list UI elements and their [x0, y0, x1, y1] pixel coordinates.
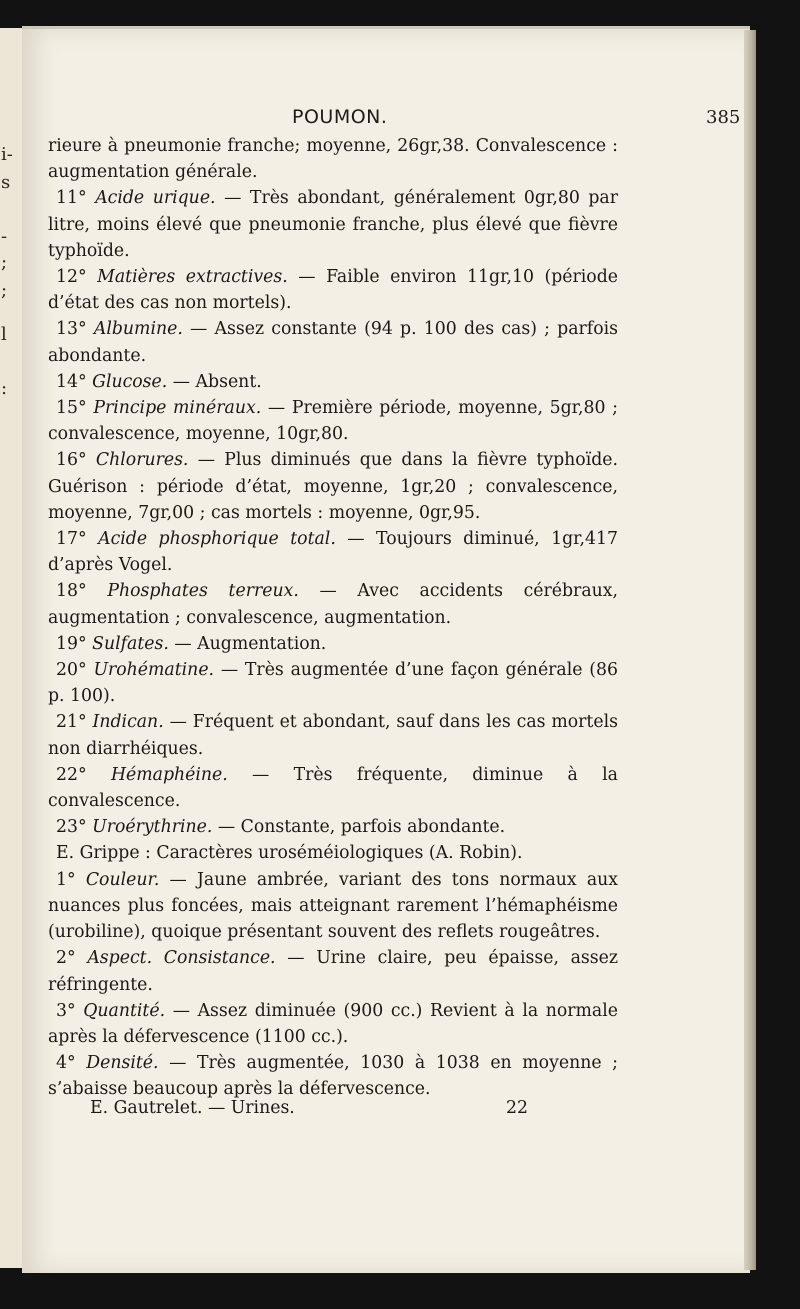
previous-page-fragment: : [1, 378, 8, 399]
paragraph [48, 945, 618, 997]
paragraph-text: — Fréquent et abondant, sauf dans les cas mortels non diarrhéiques. [48, 712, 618, 759]
body-text [48, 133, 618, 1103]
paragraph [48, 1050, 618, 1102]
paragraph-text: — Avec accidents cérébraux, augmentation ; convalescence, augmentation. [48, 581, 618, 628]
previous-page-fragment: ; [1, 280, 8, 301]
paragraph-text: — Très abondant, généralement 0gr,80 par litre, moins élevé que pneumonie franche, plus élevé que fièvre typhoïde. [48, 188, 618, 261]
paragraph-text: — Assez constante (94 p. 100 des cas) ; parfois abondante. [48, 319, 619, 366]
paragraph [48, 578, 618, 630]
previous-page-fragment: s [1, 172, 11, 193]
running-title: POUMON. [292, 106, 388, 128]
paragraph-text: — Très fréquente, diminue à la convalescence. [48, 764, 618, 812]
paragraph [48, 264, 618, 316]
paragraph-term: Matières extractives. [97, 267, 288, 288]
paragraph-term: Chlorures. [95, 450, 189, 471]
paragraph-number: 4° [56, 1053, 76, 1074]
paragraph [48, 867, 618, 946]
paragraph-number: E. [56, 843, 75, 864]
paragraph-term: Densité. [86, 1053, 159, 1074]
paragraph-term: Albumine. [93, 319, 183, 340]
paragraph-number: 17° [56, 529, 87, 550]
paragraph-term: Quantité. [83, 1000, 166, 1021]
paragraph-text: — Très augmentée d’une façon générale (86 p. 100). [48, 660, 619, 707]
paragraph-term: Hémaphéine. [110, 764, 228, 785]
paragraph [48, 369, 618, 395]
paragraph [48, 133, 618, 185]
paragraph-term: Principe minéraux. [93, 398, 262, 419]
previous-page-edge [0, 28, 24, 1268]
paragraph [48, 657, 618, 709]
paragraph-term: Sulfates. [92, 633, 169, 654]
paragraph-text: — Urine claire, peu épaisse, assez réfringente. [48, 948, 618, 995]
paragraph-text: — Faible environ 11gr,10 (période d’état des cas non mortels). [48, 267, 619, 314]
running-head [0, 80, 800, 128]
paragraph-number: 2° [56, 948, 76, 969]
paragraph-text: — Augmentation. [168, 633, 327, 654]
paragraph [48, 526, 618, 578]
paragraph-term: Couleur. [85, 869, 160, 890]
paragraph-number: 14° [56, 371, 87, 392]
paragraph-text: — Toujours diminué, 1gr,417 d’après Vogel. [48, 529, 619, 576]
paragraph [48, 709, 618, 761]
previous-page-fragment: ; [1, 252, 8, 273]
signature-line [90, 1098, 550, 1124]
paragraph-text: — Jaune ambrée, variant des tons normaux aux nuances plus foncées, mais atteignant rarement l’hémaphéisme (urobiline), quoique présentant souvent des reflets rougeâtres. [48, 869, 618, 943]
paragraph-term: Glucose. [92, 371, 168, 392]
paragraph-term: Uroérythrine. [92, 817, 213, 838]
paragraph-text: — Assez diminuée (900 cc.) Revient à la normale après la défervescence (1100 cc.). [48, 1000, 618, 1047]
paragraph-number: 22° [56, 764, 87, 785]
paragraph-text: — Première période, moyenne, 5gr,80 ; convalescence, moyenne, 10gr,80. [48, 398, 618, 445]
signature-mark: E. Gautrelet. — Urines. [90, 1098, 295, 1118]
paragraph-text: Grippe : Caractères uroséméiologiques (A. Robin). [74, 843, 523, 864]
paragraph-text: — Constante, parfois abondante. [212, 817, 506, 838]
paragraph-text: — Absent. [167, 371, 262, 392]
page-stack-edge [744, 30, 756, 1270]
paragraph-number: 11° [56, 188, 87, 209]
paragraph [48, 185, 618, 264]
paragraph [48, 631, 618, 657]
paragraph-term: Aspect. Consistance. [87, 948, 276, 969]
paragraph-term: Urohématine. [93, 660, 215, 681]
paragraph-term: Phosphates terreux. [107, 581, 299, 602]
paragraph-number: 12° [56, 267, 87, 288]
paragraph-number: 18° [56, 581, 87, 602]
signature-number: 22 [506, 1098, 528, 1118]
paragraph [48, 840, 618, 866]
paragraph-number: 16° [56, 450, 87, 471]
paragraph-text: — Plus diminués que dans la fièvre typhoïde. Guérison : période d’état, moyenne, 1gr,20 ; convalescence, moyenne, 7gr,00 ; cas mortels : moyenne, 0gr,95. [48, 450, 619, 523]
page-number: 385 [706, 107, 741, 128]
paragraph [48, 762, 618, 814]
previous-page-fragment: - [1, 226, 8, 247]
paragraph-number: 19° [56, 633, 87, 654]
paragraph [48, 316, 618, 368]
paragraph-term: Acide urique. [95, 188, 216, 209]
paragraph [48, 998, 618, 1050]
paragraph-text: rieure à pneumonie franche; moyenne, 26gr,38. Convalescence : augmentation générale. [48, 136, 618, 183]
paragraph-number: 3° [56, 1000, 76, 1021]
paragraph-number: 23° [56, 817, 87, 838]
previous-page-fragment: i- [1, 144, 13, 165]
paragraph-number: 15° [56, 398, 87, 419]
paragraph-number: 21° [56, 712, 87, 733]
paragraph-number: 13° [56, 319, 87, 340]
previous-page-fragment: l [1, 324, 7, 345]
paragraph-text: — Très augmentée, 1030 à 1038 en moyenne ; s’abaisse beaucoup après la défervescence. [48, 1053, 618, 1100]
paragraph-term: Acide phosphorique total. [98, 529, 336, 550]
paragraph [48, 814, 618, 840]
paragraph [48, 395, 618, 447]
paragraph [48, 447, 618, 526]
paragraph-number: 1° [56, 869, 76, 890]
paragraph-number: 20° [56, 660, 87, 681]
paragraph-term: Indican. [92, 712, 164, 733]
